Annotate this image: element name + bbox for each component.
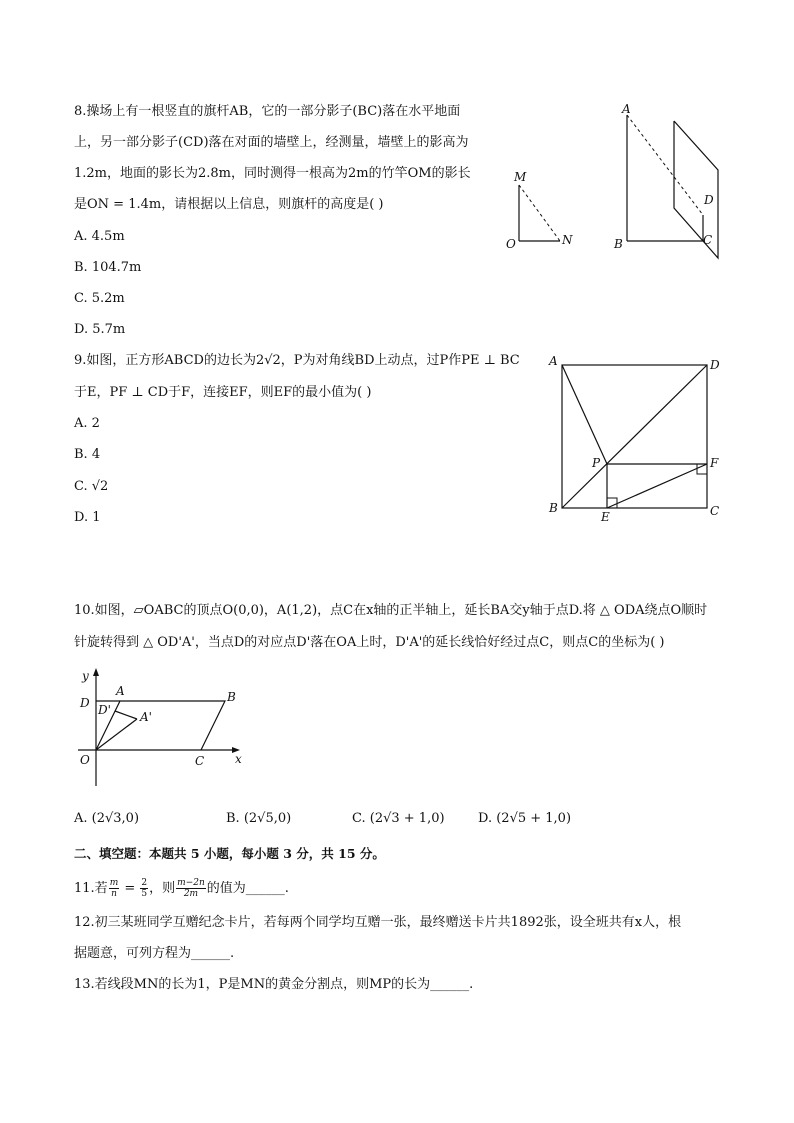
q10-option-a[interactable]: A. (2√3,0) bbox=[74, 811, 140, 826]
q11-fraction-m-n bbox=[109, 878, 120, 899]
q9-line-1: 9.如图，正方形ABCD的边长为2√2，P为对角线BD上动点，过P作PE ⊥ BC bbox=[74, 353, 520, 368]
q8-option-a[interactable]: A. 4.5m bbox=[74, 229, 125, 244]
q8-line-1: 8.操场上有一根竖直的旗杆AB，它的一部分影子(BC)落在水平地面 bbox=[74, 104, 461, 119]
q10-label-b: B bbox=[227, 690, 236, 704]
q8-ray-mn bbox=[519, 185, 560, 241]
q10-option-b[interactable]: B. (2√5,0) bbox=[226, 811, 292, 826]
q9-line-2: 于E，PF ⊥ CD于F，连接EF，则EF的最小值为( ) bbox=[74, 385, 372, 400]
q10-label-x: x bbox=[235, 752, 242, 766]
q9-label-e: E bbox=[601, 510, 610, 524]
q9-right-angle-f bbox=[697, 464, 707, 474]
q9-figure bbox=[540, 350, 730, 525]
q10-option-c[interactable]: C. (2√3 + 1,0) bbox=[352, 811, 445, 826]
q12-line-1: 12.初三某班同学互赠纪念卡片，若每两个同学均互赠一张，最终赠送卡片共1892张，设全班共有x人，根 bbox=[74, 915, 682, 930]
q10-segment-oa-prime bbox=[96, 719, 137, 750]
q10-label-y: y bbox=[82, 669, 89, 683]
q11-line bbox=[74, 878, 289, 899]
q11-frac3-den: 2m bbox=[183, 889, 199, 899]
q9-option-c[interactable]: C. √2 bbox=[74, 479, 109, 494]
q13-line: 13.若线段MN的长为1，P是MN的黄金分割点，则MP的长为______. bbox=[74, 977, 474, 992]
q8-label-b: B bbox=[614, 237, 623, 251]
q8-option-d[interactable]: D. 5.7m bbox=[74, 322, 126, 337]
q9-label-p: P bbox=[592, 456, 601, 470]
q11-suffix: 的值为______. bbox=[206, 880, 289, 896]
q10-y-arrow bbox=[93, 668, 99, 676]
q10-segment-d-prime-a-prime bbox=[115, 711, 137, 719]
q12-line-2: 据题意，可列方程为______. bbox=[74, 946, 235, 961]
q9-option-d[interactable]: D. 1 bbox=[74, 510, 101, 525]
q9-label-b: B bbox=[549, 501, 558, 515]
q8-label-n: N bbox=[562, 233, 573, 247]
q9-diagonal-bd bbox=[562, 365, 707, 508]
q8-label-a: A bbox=[622, 102, 631, 116]
q8-line-4: 是ON = 1.4m，请根据以上信息，则旗杆的高度是( ) bbox=[74, 197, 384, 212]
q8-option-b[interactable]: B. 104.7m bbox=[74, 260, 142, 275]
q8-ray-ad bbox=[627, 115, 703, 215]
q11-frac1-num: m bbox=[109, 878, 119, 888]
q11-frac2-den: 5 bbox=[141, 889, 148, 899]
q9-option-b[interactable]: B. 4 bbox=[74, 447, 101, 462]
q10-label-d-prime: D' bbox=[98, 703, 111, 717]
q10-label-a: A bbox=[116, 684, 125, 698]
q9-label-f: F bbox=[710, 456, 719, 470]
q10-line-1: 10.如图，▱OABC的顶点O(0,0)，A(1,2)，点C在x轴的正半轴上，延长BA交y轴于点D.将 △ ODA绕点O顺时 bbox=[74, 603, 708, 618]
q11-frac3-num: m−2n bbox=[177, 878, 205, 888]
q9-label-d: D bbox=[710, 358, 720, 372]
q10-option-d[interactable]: D. (2√5 + 1,0) bbox=[478, 811, 572, 826]
q10-label-d: D bbox=[80, 696, 90, 710]
q9-segment-ef bbox=[607, 464, 707, 508]
q8-line-2: 上，另一部分影子(CD)落在对面的墙壁上，经测量，墙壁上的影高为 bbox=[74, 135, 469, 150]
q10-line-2: 针旋转得到 △ OD'A'，当点D的对应点D'落在OA上时，D'A'的延长线恰好经过点C，则点C的坐标为( ) bbox=[74, 635, 665, 650]
q10-figure bbox=[70, 666, 255, 794]
q11-mid: ，则 bbox=[149, 880, 176, 896]
q8-label-m: M bbox=[514, 170, 527, 184]
q11-prefix: 11.若 bbox=[74, 880, 108, 896]
q11-frac1-den: n bbox=[111, 889, 117, 899]
q8-label-o: O bbox=[506, 237, 516, 251]
q9-label-c: C bbox=[710, 504, 720, 518]
q10-label-a-prime: A' bbox=[140, 710, 152, 724]
q8-option-c[interactable]: C. 5.2m bbox=[74, 291, 125, 306]
q11-fraction-expr bbox=[176, 878, 206, 899]
q10-parallelogram bbox=[96, 701, 225, 750]
q9-segment-ap bbox=[562, 365, 607, 464]
q11-fraction-2-5 bbox=[140, 878, 148, 899]
q10-label-o: O bbox=[80, 753, 90, 767]
q9-label-a: A bbox=[549, 354, 558, 368]
q9-option-a[interactable]: A. 2 bbox=[74, 416, 100, 431]
q11-equals: = bbox=[120, 880, 140, 896]
q8-label-d: D bbox=[704, 193, 714, 207]
section-2-heading: 二、填空题：本题共 5 小题，每小题 3 分，共 15 分。 bbox=[74, 846, 385, 861]
q9-right-angle-e bbox=[607, 498, 617, 508]
q11-frac2-num: 2 bbox=[141, 878, 148, 888]
q8-label-c: C bbox=[703, 233, 713, 247]
q8-figure bbox=[500, 98, 730, 263]
q8-line-3: 1.2m，地面的影长为2.8m，同时测得一根高为2m的竹竿OM的影长 bbox=[74, 166, 471, 181]
q10-label-c: C bbox=[195, 754, 205, 768]
